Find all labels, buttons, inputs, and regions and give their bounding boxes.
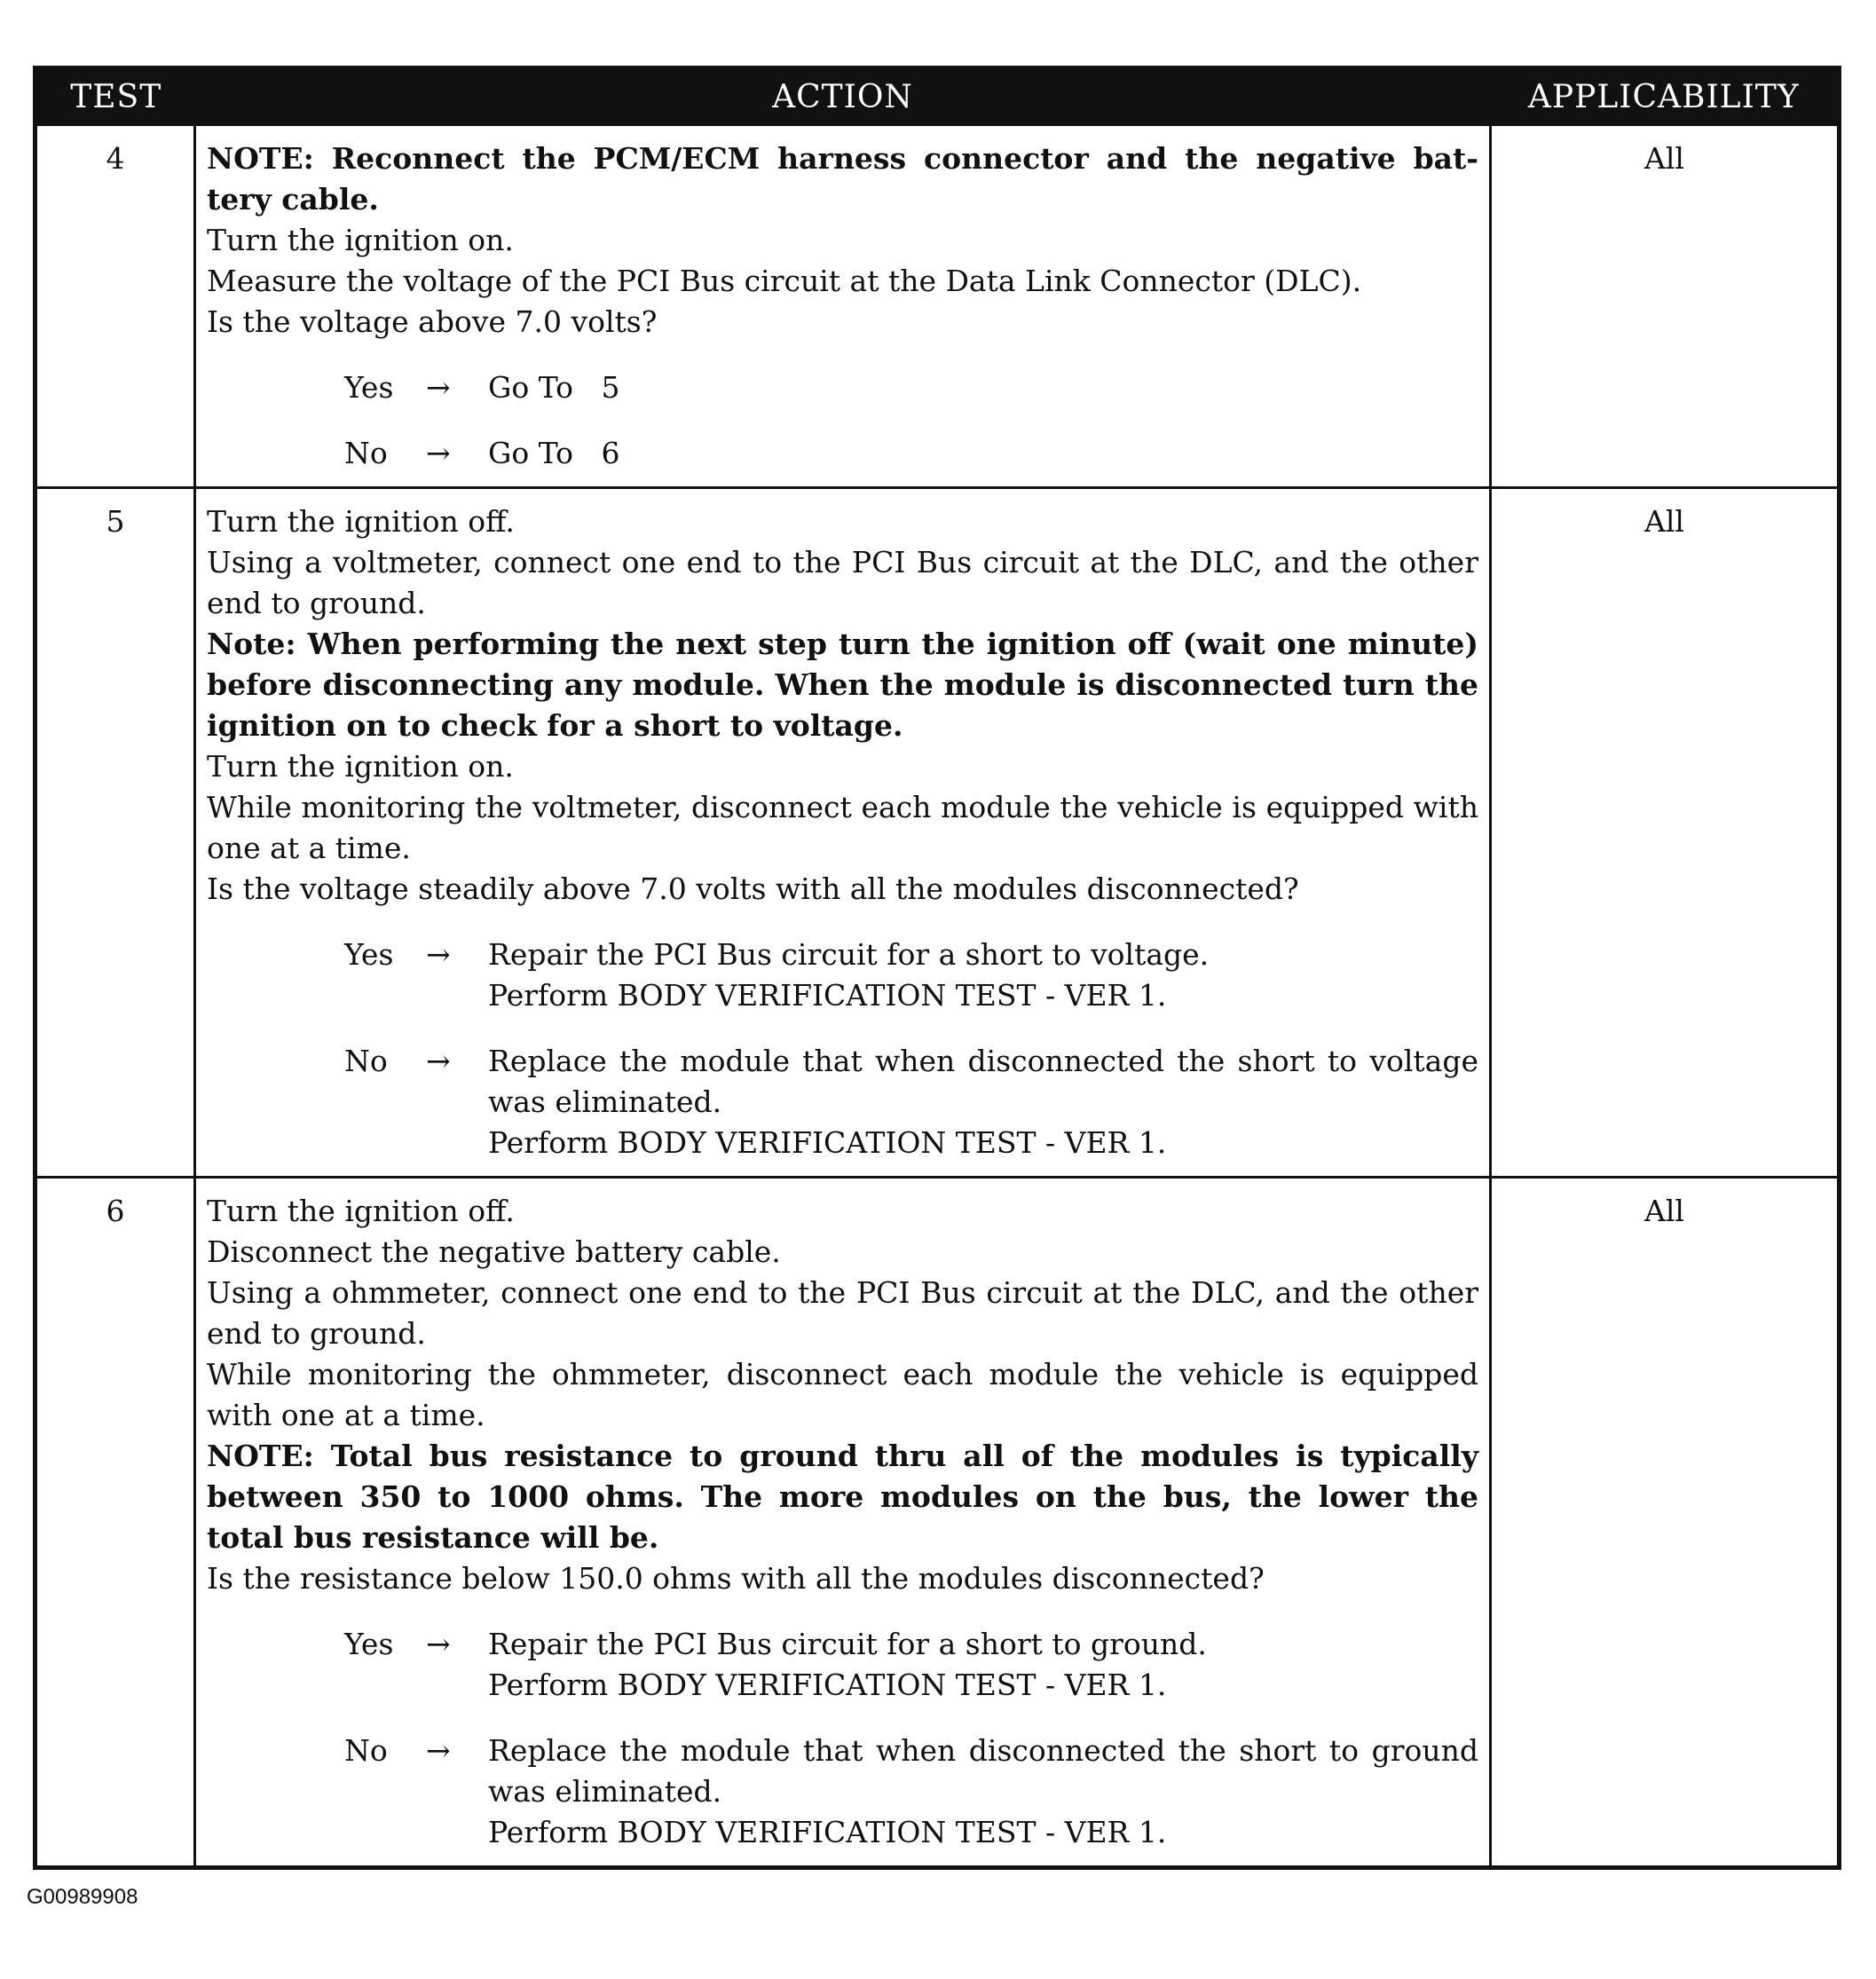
table-row-test-5 <box>35 488 1840 1178</box>
test-number: 6 <box>35 1178 195 1868</box>
header-applicability: APPLICABILITY <box>1491 68 1840 125</box>
no-result-line: Replace the module that when disconnected the short to voltage was eliminated. <box>488 1044 1478 1119</box>
header-test: TEST <box>35 68 195 125</box>
table-header-row <box>35 68 1840 125</box>
step-text: Measure the voltage of the PCI Bus circuit at the Data Link Connector (DLC). <box>207 264 1362 298</box>
right-arrow-icon: → <box>426 1733 451 1768</box>
no-label: No <box>344 1044 388 1078</box>
yes-branch <box>207 1624 1478 1706</box>
no-result-line: Go To 6 <box>488 436 620 470</box>
right-arrow-icon: → <box>426 937 451 972</box>
test-number: 5 <box>35 488 195 1178</box>
no-branch <box>207 433 1478 474</box>
step-text: While monitoring the ohmmeter, disconnect each module the vehicle is equipped with one at a time. <box>207 1357 1478 1432</box>
yes-result <box>488 1624 1478 1706</box>
yes-result <box>488 367 1478 408</box>
no-branch <box>207 1731 1478 1853</box>
action-cell <box>195 488 1491 1178</box>
note-text: Note: When performing the next step turn the ignition off (wait one minute) before disconnecting any module. When the module is disconnected turn the ignition on to check for a short to voltage. <box>207 627 1478 743</box>
question-text: Is the resistance below 150.0 ohms with all the modules disconnected? <box>207 1561 1265 1596</box>
yes-result <box>488 934 1478 1016</box>
step-text: Disconnect the negative battery cable. <box>207 1234 781 1269</box>
test-number: 4 <box>35 125 195 488</box>
step-text: Using a voltmeter, connect one end to the PCI Bus circuit at the DLC, and the other end to ground. <box>207 545 1478 620</box>
step-text: Turn the ignition on. <box>207 749 514 784</box>
right-arrow-icon: → <box>426 1627 451 1661</box>
yes-result-line: Repair the PCI Bus circuit for a short to voltage. <box>488 937 1210 972</box>
no-branch <box>207 1041 1478 1163</box>
no-result <box>488 1041 1478 1163</box>
note-text: NOTE: Total bus resistance to ground thru all of the modules is typically between 350 to 1000 ohms. The more modules on the bus, the lower the total bus resistance will be. <box>207 1439 1478 1555</box>
table-row-test-4 <box>35 125 1840 488</box>
right-arrow-icon: → <box>426 1044 451 1078</box>
diagnostic-test-table <box>33 66 1841 1870</box>
right-arrow-icon: → <box>426 436 451 470</box>
no-result <box>488 1731 1478 1853</box>
yes-branch <box>207 934 1478 1016</box>
no-result-line: Perform BODY VERIFICATION TEST - VER 1. <box>488 1125 1167 1160</box>
yes-label: Yes <box>344 370 394 405</box>
table-row-test-6 <box>35 1178 1840 1868</box>
step-text: Turn the ignition off. <box>207 504 515 539</box>
yes-result-line: Repair the PCI Bus circuit for a short to ground. <box>488 1627 1207 1661</box>
yes-result-line: Go To 5 <box>488 370 620 405</box>
action-cell <box>195 125 1491 488</box>
action-cell <box>195 1178 1491 1868</box>
step-text: Turn the ignition off. <box>207 1194 515 1228</box>
applicability-value: All <box>1491 125 1840 488</box>
note-text: NOTE: Reconnect the PCM/ECM harness connector and the negative bat- tery cable. <box>207 141 1478 217</box>
right-arrow-icon: → <box>426 370 451 405</box>
applicability-value: All <box>1491 488 1840 1178</box>
no-result-line: Perform BODY VERIFICATION TEST - VER 1. <box>488 1815 1167 1849</box>
no-result-line: Replace the module that when disconnected the short to ground was eliminated. <box>488 1733 1478 1809</box>
yes-result-line: Perform BODY VERIFICATION TEST - VER 1. <box>488 978 1167 1013</box>
no-label: No <box>344 1733 388 1768</box>
yes-label: Yes <box>344 937 394 972</box>
header-action: ACTION <box>195 68 1491 125</box>
step-text: Using a ohmmeter, connect one end to the PCI Bus circuit at the DLC, and the other end to ground. <box>207 1275 1478 1351</box>
figure-id: G00989908 <box>27 1885 138 1909</box>
yes-label: Yes <box>344 1627 394 1661</box>
yes-result-line: Perform BODY VERIFICATION TEST - VER 1. <box>488 1668 1167 1702</box>
step-text: Turn the ignition on. <box>207 223 514 257</box>
question-text: Is the voltage steadily above 7.0 volts with all the modules disconnected? <box>207 871 1299 906</box>
step-text: While monitoring the voltmeter, disconnect each module the vehicle is equipped with one at a time. <box>207 790 1478 865</box>
no-result <box>488 433 1478 474</box>
question-text: Is the voltage above 7.0 volts? <box>207 304 658 339</box>
no-label: No <box>344 436 388 470</box>
applicability-value: All <box>1491 1178 1840 1868</box>
yes-branch <box>207 367 1478 408</box>
